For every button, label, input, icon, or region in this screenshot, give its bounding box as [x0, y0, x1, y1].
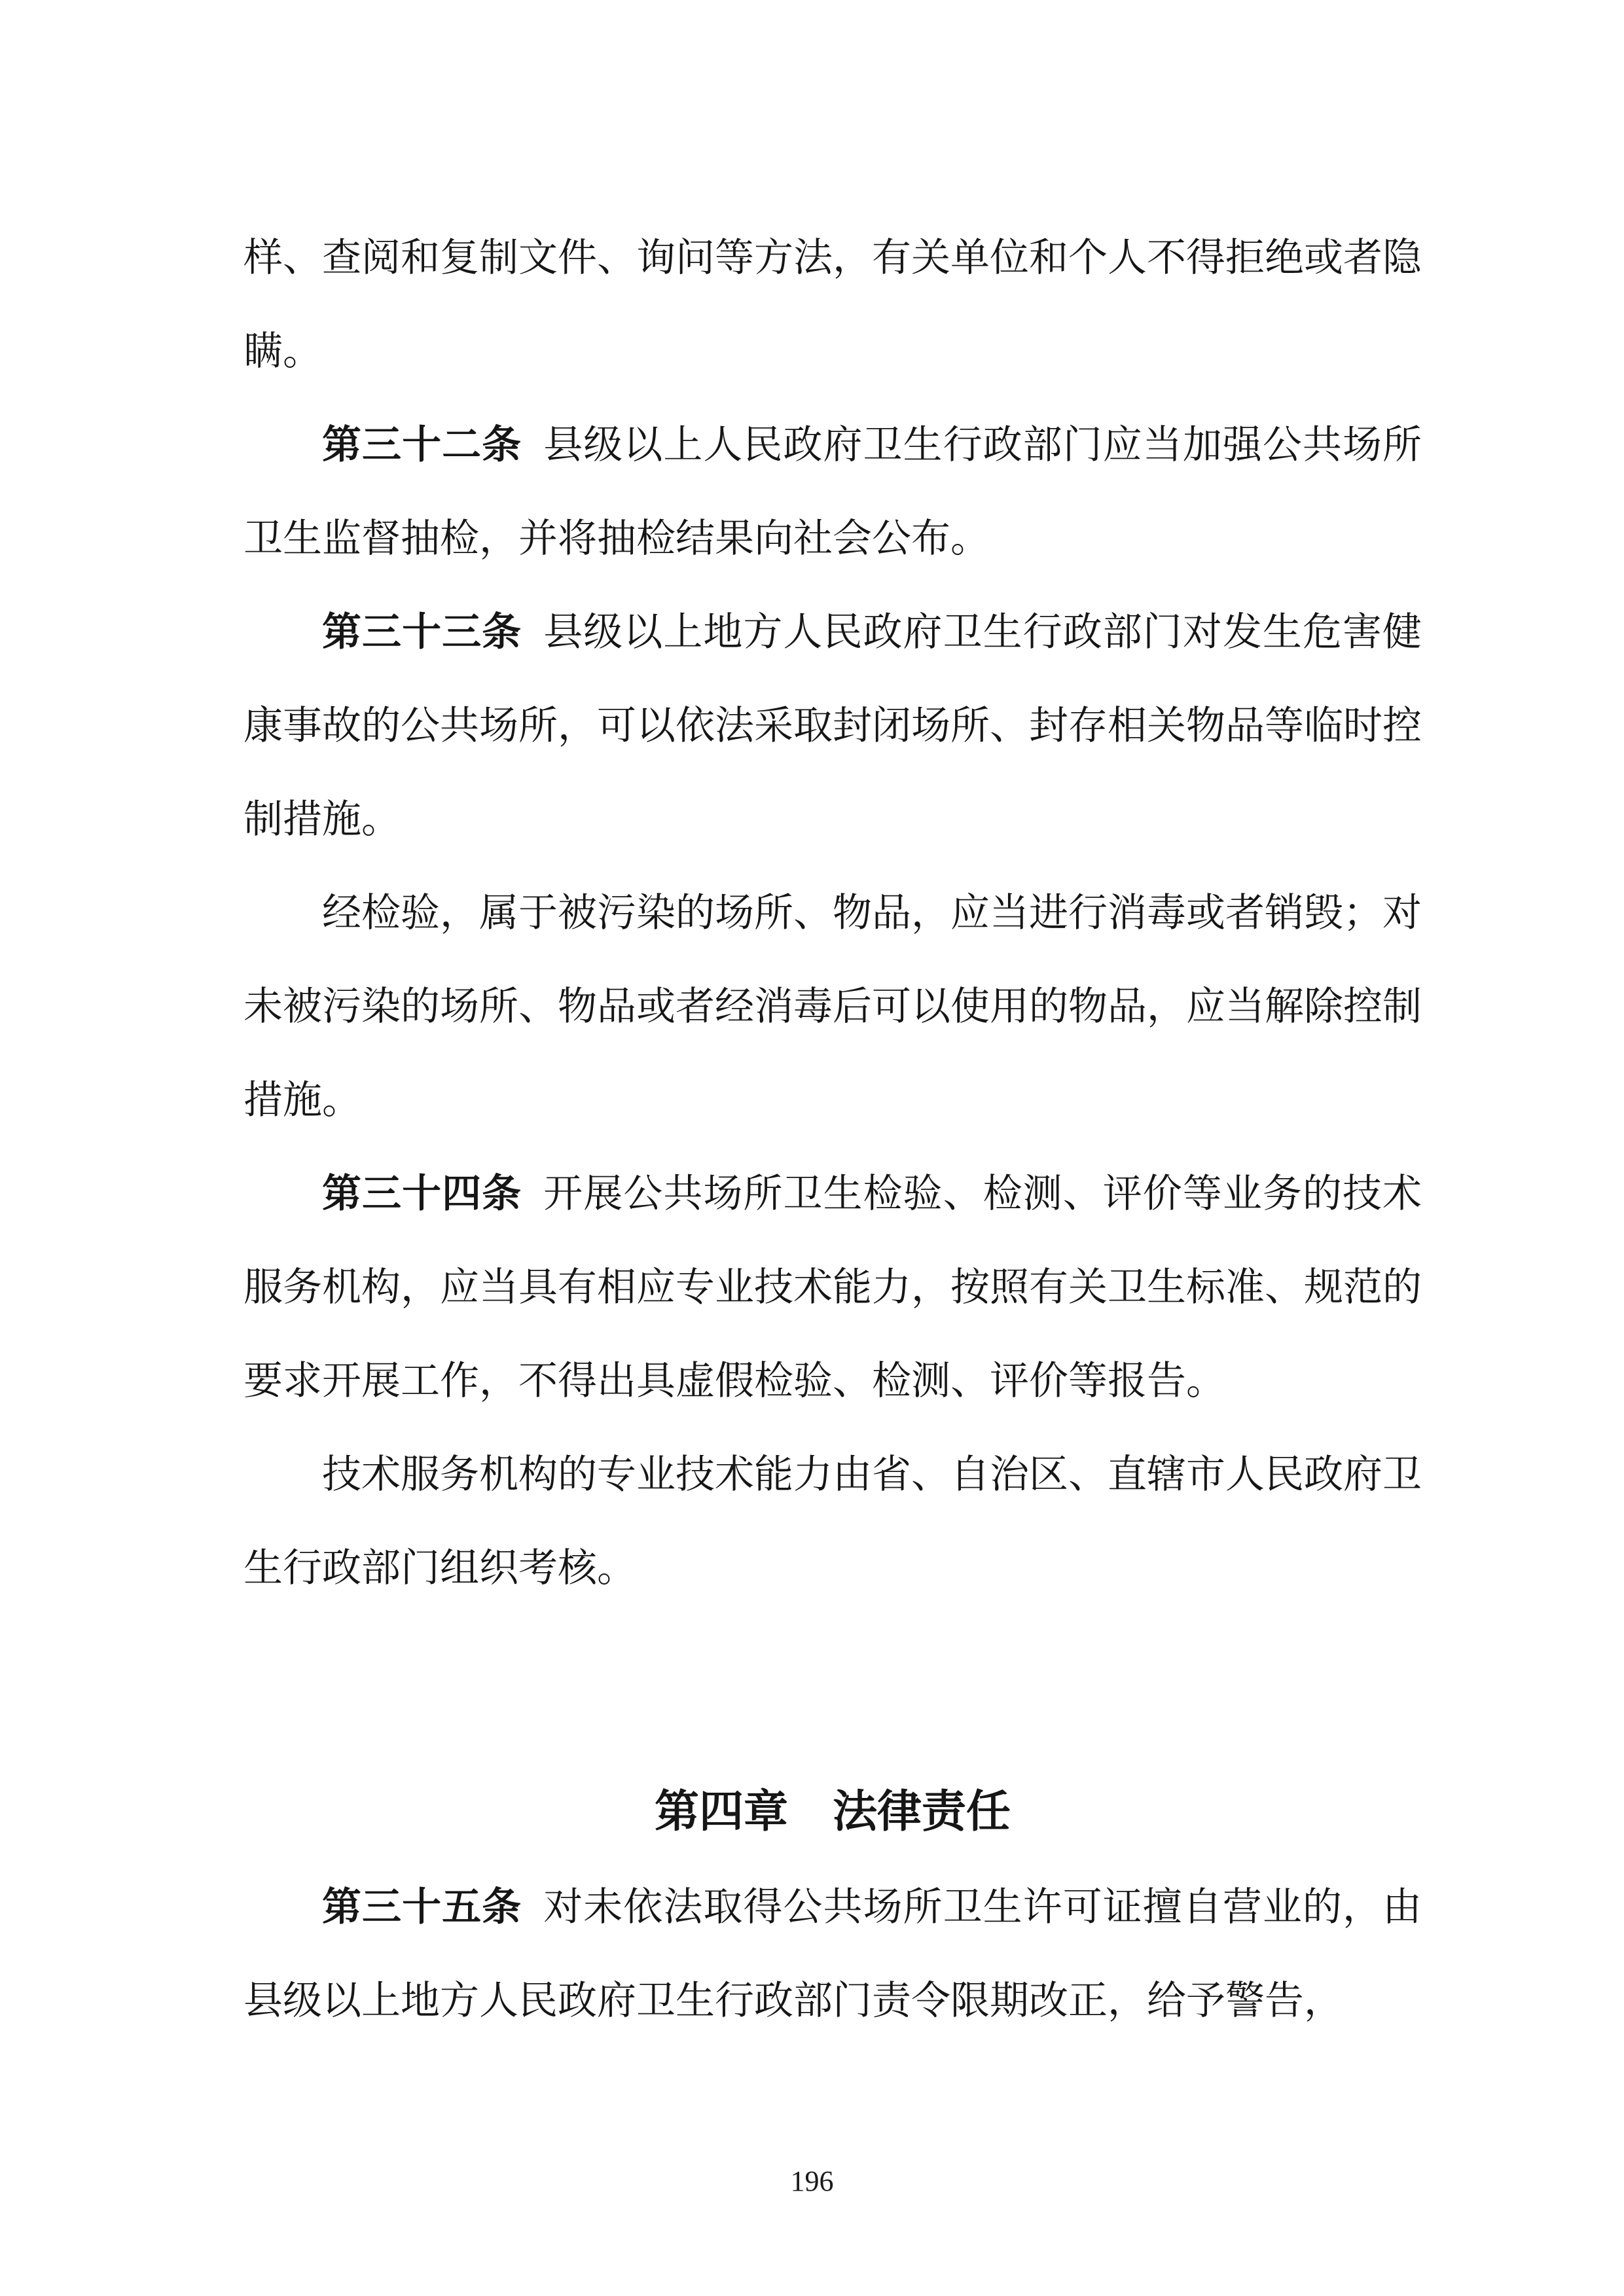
paragraph-text: 对未依法取得公共场所卫生许可证擅自营业的，由县级以上地方人民政府卫生行政部门责令限期改正，给予警告，: [244, 1886, 1422, 2022]
article-number-label: 第三十四条: [322, 1172, 522, 1215]
article-number-label: 第三十五条: [322, 1886, 522, 1929]
paragraph-article-34-clause-2: [244, 1428, 1422, 1615]
article-number-label: 第三十三条: [322, 611, 522, 654]
paragraph-text: 县级以上地方人民政府卫生行政部门对发生危害健康事故的公共场所，可以依法采取封闭场所、封存相关物品等临时控制措施。: [244, 611, 1422, 841]
paragraph-text: 样、查阅和复制文件、询问等方法，有关单位和个人不得拒绝或者隐瞒。: [244, 236, 1422, 373]
article-number-label: 第三十二条: [322, 423, 522, 467]
chapter-heading: 第四章 法律责任: [654, 1787, 1011, 1837]
paragraph-text: 经检验，属于被污染的场所、物品，应当进行消毒或者销毁；对未被污染的场所、物品或者经消毒后可以使用的物品，应当解除控制措施。: [244, 891, 1422, 1122]
paragraph-article-33: [244, 586, 1422, 867]
paragraph-text: 县级以上人民政府卫生行政部门应当加强公共场所卫生监督抽检，并将抽检结果向社会公布。: [244, 423, 1422, 560]
document-body: [244, 211, 1422, 2048]
paragraph-text: 开展公共场所卫生检验、检测、评价等业务的技术服务机构，应当具有相应专业技术能力，按照有关卫生标准、规范的要求开展工作，不得出具虚假检验、检测、评价等报告。: [244, 1172, 1422, 1403]
paragraph-article-34: [244, 1147, 1422, 1428]
paragraph-article-32: [244, 399, 1422, 586]
paragraph-article-35: [244, 1861, 1422, 2048]
page-number: 196: [790, 2165, 834, 2197]
paragraph-article-33-clause-2: [244, 867, 1422, 1147]
paragraph-text: 技术服务机构的专业技术能力由省、自治区、直辖市人民政府卫生行政部门组织考核。: [244, 1453, 1422, 1590]
paragraph-continuation: [244, 211, 1422, 399]
